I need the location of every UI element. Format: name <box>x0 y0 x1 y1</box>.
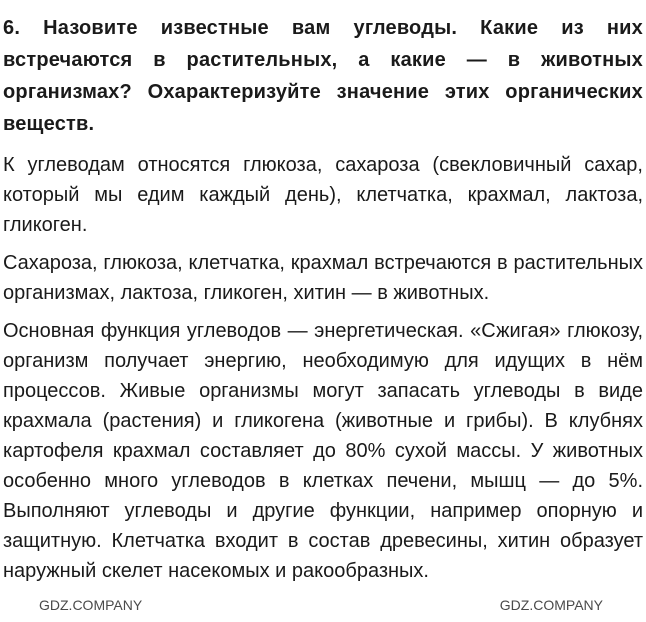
document <box>3 0 643 614</box>
watermark-row <box>3 594 643 614</box>
watermark: GDZ.COMPANY <box>499 597 603 613</box>
answer-paragraph-3: Основная функция углеводов — энергетическая. «Сжигая» глюкозу, организм получает энергию, необходимую для идущих в нём процессов. Живые организмы могут запасать углеводы в виде крахмала (растения) и гликогена (животные и грибы). В клубнях картофеля крахмал составляет до 80% сухой массы. У животных особенно много углеводов в клетках печени, мышц — до 5%. Выполняют углеводы и другие функции, например опорную и защитную. Клетчатка входит в состав древесины, хитин образует наружный скелет насекомых и ракообразных. <box>3 320 643 582</box>
question-heading: 6. Назовите известные вам углеводы. Какие из них встречаются в растительных, а какие — в животных организмах? Охарактеризуйте значение этих органических веществ. <box>3 17 643 135</box>
watermark: GDZ.COMPANY <box>39 597 143 613</box>
answer-paragraph-1: К углеводам относятся глюкоза, сахароза (свекловичный сахар, который мы едим каждый день), клетчатка, крахмал, лактоза, гликоген. <box>3 154 643 236</box>
answer-paragraph-2: Сахароза, глюкоза, клетчатка, крахмал встречаются в растительных организмах, лактоза, гликоген, хитин — в животных. <box>3 252 643 304</box>
